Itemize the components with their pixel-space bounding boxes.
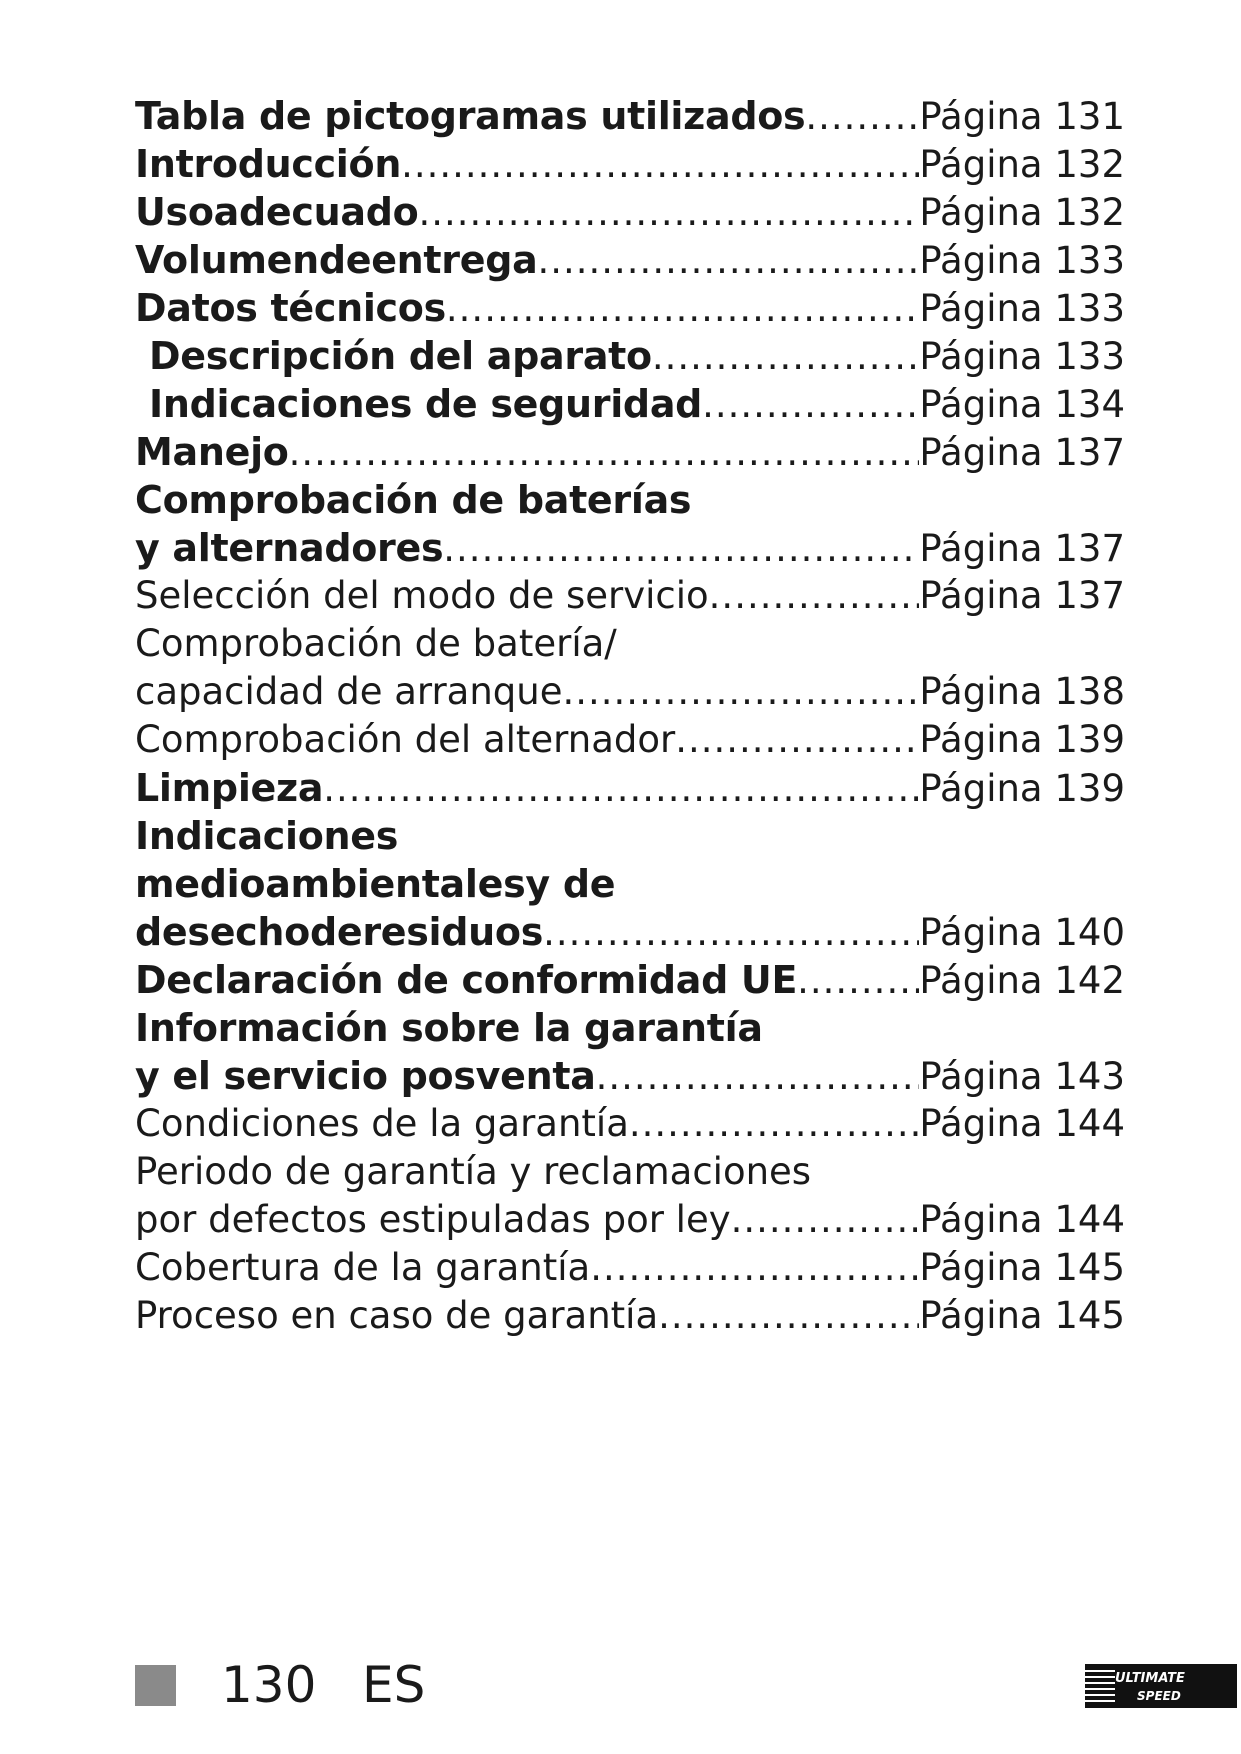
toc-leader-dots [596, 1053, 920, 1100]
toc-entry [135, 1244, 1125, 1292]
toc-entry-page: Página 132 [919, 191, 1125, 234]
toc-entry-page: Página 137 [919, 431, 1125, 474]
toc-entry [135, 1052, 1125, 1100]
toc-entry [135, 1004, 1125, 1052]
toc-entry-title: Comprobación del alternador [135, 718, 676, 761]
toc-entry-title: y el servicio posventa [135, 1054, 596, 1098]
toc-entry-title: Introducción [135, 142, 402, 186]
toc-entry-page: Página 133 [919, 335, 1125, 378]
toc-entry [135, 476, 1125, 524]
toc-entry-title: Manejo [135, 430, 289, 474]
toc-entry-title: Indicaciones [135, 814, 399, 858]
toc-entry [135, 332, 1125, 380]
toc-entry [135, 524, 1125, 572]
toc-entry [135, 188, 1125, 236]
toc-leader-dots [443, 525, 919, 572]
toc-leader-dots [418, 189, 919, 236]
toc-entry-page: Página 137 [919, 574, 1125, 617]
toc-entry-page: Página 139 [919, 718, 1125, 761]
toc-leader-dots [563, 668, 920, 716]
toc-leader-dots [590, 1244, 919, 1292]
toc-entry-title: Selección del modo de servicio [135, 574, 709, 617]
toc-entry-page: Página 133 [919, 239, 1125, 282]
toc-entry [135, 860, 1125, 908]
toc-leader-dots [709, 572, 920, 620]
toc-entry-title: Limpieza [135, 766, 324, 810]
toc-entry [135, 908, 1125, 956]
toc-entry [135, 1148, 1125, 1196]
toc-leader-dots [629, 1100, 920, 1148]
toc-entry-page: Página 144 [919, 1198, 1125, 1241]
toc-entry-page: Página 137 [919, 527, 1125, 570]
toc-entry [135, 956, 1125, 1004]
toc-leader-dots [537, 237, 919, 284]
toc-entry-title: Volumendeentrega [135, 238, 538, 282]
toc-entry [135, 1292, 1125, 1340]
svg-text:ULTIMATE: ULTIMATE [1115, 1671, 1185, 1686]
toc-entry [135, 764, 1125, 812]
toc-entry [135, 92, 1125, 140]
toc-entry [135, 668, 1125, 716]
toc-leader-dots [797, 957, 919, 1004]
toc-entry [135, 380, 1125, 428]
toc-leader-dots [543, 909, 919, 956]
toc-entry-page: Página 131 [919, 95, 1125, 138]
toc-entry-title: Condiciones de la garantía [135, 1102, 629, 1145]
toc-entry [135, 1196, 1125, 1244]
toc-entry-title: capacidad de arranque [135, 670, 563, 713]
toc-entry-title: Tabla de pictogramas utilizados [135, 94, 806, 138]
toc-entry-title: Usoadecuado [135, 190, 419, 234]
toc-leader-dots [675, 716, 919, 764]
toc-entry-page: Página 140 [919, 911, 1125, 954]
toc-leader-dots [731, 1196, 920, 1244]
toc-entry-title: Proceso en caso de garantía [135, 1294, 659, 1337]
toc-entry [135, 236, 1125, 284]
toc-entry-page: Página 138 [919, 670, 1125, 713]
toc-entry-page: Página 144 [919, 1102, 1125, 1145]
toc-entry-title: medioambientalesy de [135, 862, 616, 906]
page-number: 130 [221, 1656, 317, 1714]
toc-entry-title: Comprobación de batería/ [135, 622, 617, 665]
toc-entry-page: Página 133 [919, 287, 1125, 330]
toc-entry [135, 284, 1125, 332]
toc-entry [135, 812, 1125, 860]
toc-leader-dots [702, 381, 919, 428]
table-of-contents [135, 92, 1125, 1340]
toc-leader-dots [805, 93, 919, 140]
toc-entry-title: por defectos estipuladas por ley [135, 1198, 731, 1241]
toc-entry-title: Información sobre la garantía [135, 1006, 763, 1050]
toc-entry [135, 572, 1125, 620]
toc-leader-dots [323, 765, 919, 812]
toc-entry-page: Página 134 [919, 383, 1125, 426]
toc-leader-dots [401, 141, 919, 188]
toc-entry-title: Periodo de garantía y reclamaciones [135, 1150, 812, 1193]
toc-entry-page: Página 145 [919, 1246, 1125, 1289]
toc-entry-page: Página 143 [919, 1055, 1125, 1098]
toc-entry-title: Cobertura de la garantía [135, 1246, 591, 1289]
toc-entry-title: Descripción del aparato [149, 334, 652, 378]
toc-entry-page: Página 142 [919, 959, 1125, 1002]
toc-entry-title: Indicaciones de seguridad [149, 382, 703, 426]
toc-entry-page: Página 139 [919, 767, 1125, 810]
toc-entry-title: Comprobación de baterías [135, 478, 692, 522]
toc-entry [135, 620, 1125, 668]
toc-leader-dots [289, 429, 920, 476]
toc-leader-dots [652, 333, 920, 380]
toc-leader-dots [446, 285, 919, 332]
toc-entry-title: Datos técnicos [135, 286, 446, 330]
toc-entry-title: Declaración de conformidad UE [135, 958, 798, 1002]
page-footer [135, 1655, 1185, 1715]
toc-leader-dots [658, 1292, 919, 1340]
svg-text:SPEED: SPEED [1137, 1689, 1181, 1703]
toc-entry [135, 1100, 1125, 1148]
page-marker-square [135, 1665, 176, 1706]
toc-entry-page: Página 132 [919, 143, 1125, 186]
language-code: ES [362, 1656, 426, 1714]
ultimate-speed-logo [1085, 1660, 1237, 1712]
toc-entry-title: y alternadores [135, 526, 444, 570]
toc-entry [135, 428, 1125, 476]
toc-entry [135, 716, 1125, 764]
toc-entry [135, 140, 1125, 188]
toc-entry-page: Página 145 [919, 1294, 1125, 1337]
toc-entry-title: desechoderesiduos [135, 910, 544, 954]
